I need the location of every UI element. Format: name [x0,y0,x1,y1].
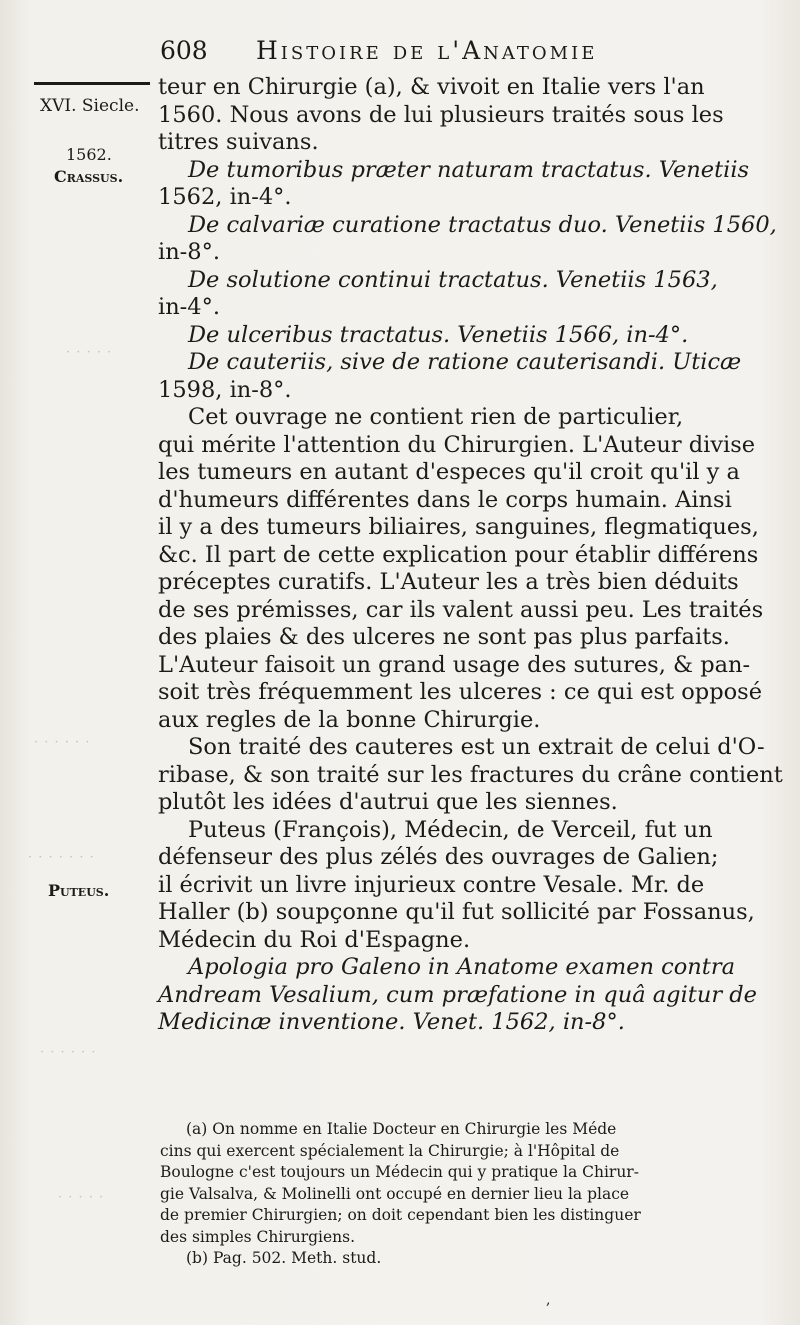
text-line: De tumoribus præter naturam tractatus. Venetiis [188,156,750,183]
footnote-line: gie Valsalva, & Molinelli ont occupé en dernier lieu la place [160,1184,630,1203]
text-line: Son traité des cauteres est un extrait de celui d'O- [188,734,765,760]
footnote-line: de premier Chirurgien; on doit cependant bien les distinguer [160,1206,641,1224]
running-header [160,34,760,70]
running-title: Histoire de l'Anatomie [256,36,598,65]
text-line: préceptes curatifs. L'Auteur les a très bien déduits [158,569,739,595]
margin-name-puteus: Puteus. [48,881,110,900]
text-line: 1560. Nous avons de lui plusieurs traités sous les [158,101,724,128]
main-text [158,74,783,1037]
text-line: les tumeurs en autant d'especes qu'il croit qu'il y a [158,459,740,485]
text-line: De calvariæ curatione tractatus duo. Venetiis 1560, [188,211,777,238]
text-line: Cet ouvrage ne contient rien de particulier, [188,404,684,430]
text-line: Puteus (François), Médecin, de Verceil, fut un [188,816,713,843]
text-line: Medicinæ inventione. Venet. 1562, in-8°. [158,1009,625,1035]
text-line: Andream Vesalium, cum præfatione in quâ agitur de [158,981,757,1008]
page-number: 608 [160,36,208,65]
footnote-line: (b) Pag. 502. Meth. stud. [186,1249,382,1267]
text-line: d'humeurs différentes dans le corps humain. Ainsi [158,486,732,513]
text-line: Haller (b) soupçonne qu'il fut sollicité par Fossanus, [158,899,755,925]
text-line: il écrivit un livre injurieux contre Vesale. Mr. de [158,871,705,898]
text-line: il y a des tumeurs biliaires, sanguines, flegmatiques, [158,514,759,540]
margin-century: XVI. Siecle. [40,96,140,116]
text-line: défenseur des plus zélés des ouvrages de Galien; [158,844,719,870]
text-line: plutôt les idées d'autrui que les siennes. [158,789,618,815]
text-line: des plaies & des ulceres ne sont pas plus parfaits. [158,624,730,650]
text-line: De cauteriis, sive de ratione cauterisandi. Uticæ [188,349,742,375]
footnote-line: (a) On nomme en Italie Docteur en Chirurgie les Méde [186,1120,617,1138]
footnote-line: des simples Chirurgiens. [160,1227,356,1246]
show-through-mark: · · · · · [58,1190,105,1205]
text-line: aux regles de la bonne Chirurgie. [158,706,541,733]
text-line: 1562, in-4°. [158,184,292,210]
text-line: De solutione continui tractatus. Venetiis 1563, [188,266,718,293]
signature-mark: , [546,1292,551,1308]
text-line: de ses prémisses, car ils valent aussi peu. Les traités [158,596,764,623]
footnote-line: Boulogne c'est toujours un Médecin qui y pratique la Chirur- [160,1163,639,1181]
text-line: &c. Il part de cette explication pour établir différens [158,541,759,568]
margin-year: 1562. [66,145,112,164]
footnote-line: cins qui exercent spécialement la Chirurgie; à l'Hôpital de [160,1141,620,1160]
footnotes [160,1119,758,1270]
text-line: in-8°. [158,239,221,265]
text-line: L'Auteur faisoit un grand usage des sutures, & pan- [158,651,751,678]
show-through-mark: · · · · · · [40,1045,97,1060]
text-line: Médecin du Roi d'Espagne. [158,926,471,953]
show-through-mark: · · · · · [66,345,113,360]
show-through-mark: · · · · · · · [28,850,95,865]
text-line: De ulceribus tractatus. Venetiis 1566, in-4°. [188,321,689,348]
margin-rule [34,82,150,85]
margin-name-crassus: Crassus. [54,167,124,186]
show-through-mark: · · · · · · [34,735,91,750]
text-line: 1598, in-8°. [158,376,292,403]
text-line: soit très fréquemment les ulceres : ce qui est opposé [158,679,763,705]
text-line: teur en Chirurgie (a), & vivoit en Italie vers l'an [158,74,705,100]
text-line: in-4°. [158,294,221,320]
text-line: Apologia pro Galeno in Anatome examen contra [188,954,735,980]
text-line: qui mérite l'attention du Chirurgien. L'Auteur divise [158,431,756,458]
text-line: ribase, & son traité sur les fractures du crâne contient [158,761,783,788]
text-line: titres suivans. [158,129,319,155]
